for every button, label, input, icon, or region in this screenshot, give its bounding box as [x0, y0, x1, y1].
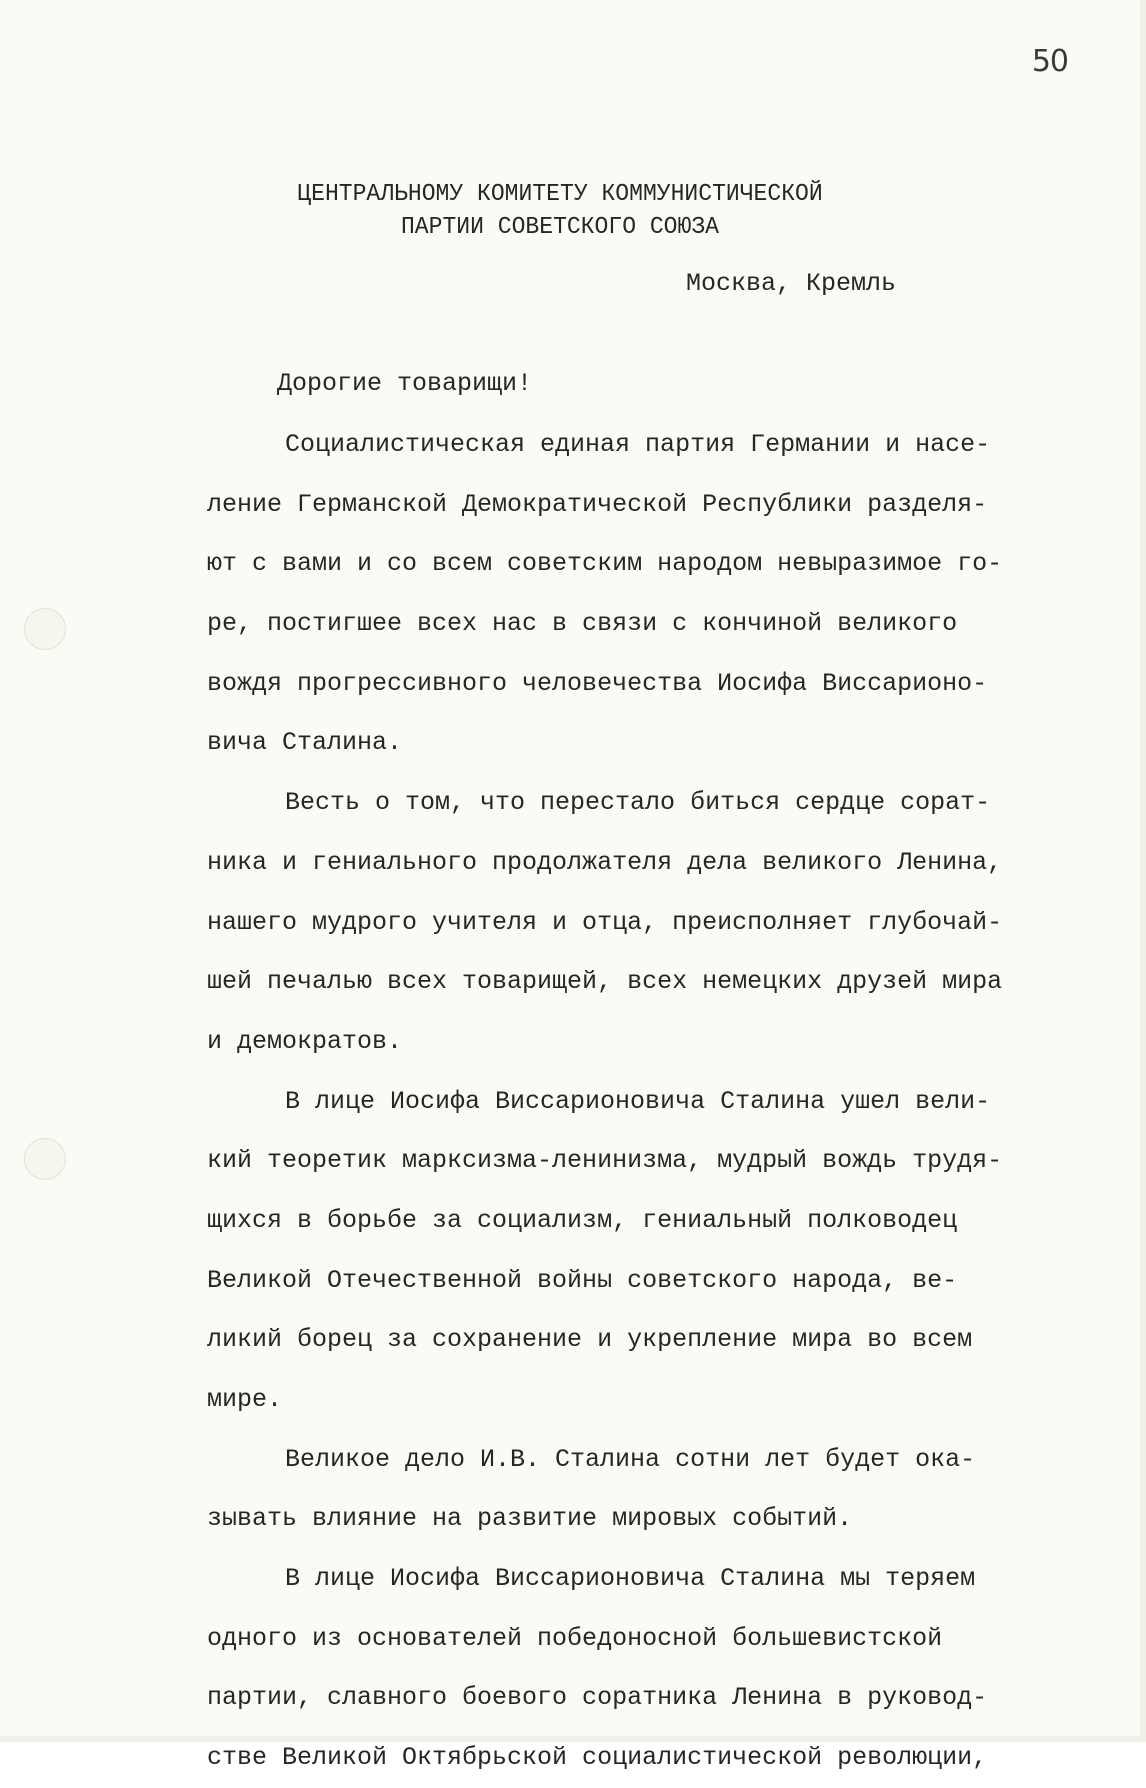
punch-hole-mark [24, 608, 66, 650]
text-line: зывать влияние на развитие мировых событий. [207, 1504, 853, 1534]
text-line: Великой Отечественной войны советского народа, ве- [207, 1265, 958, 1295]
punch-hole-mark [24, 1138, 66, 1180]
folio-number: 50 [1031, 44, 1068, 79]
text-line: нашего мудрого учителя и отца, преисполняет глубочай- [207, 907, 1003, 937]
text-line: вича Сталина. [207, 728, 403, 758]
text-line: Весть о том, что перестало биться сердце сорат- [285, 788, 991, 818]
heading-line: ПАРТИИ СОВЕТСКОГО СОЮЗА [400, 214, 719, 241]
letter-address: Москва, Кремль [686, 269, 897, 298]
text-line: В лице Иосифа Виссарионовича Сталина мы теряем [285, 1564, 976, 1594]
text-line: кий теоретик марксизма-ленинизма, мудрый вождь трудя- [207, 1146, 1003, 1176]
text-line: щихся в борьбе за социализм, гениальный полководец [207, 1205, 958, 1235]
text-line: ют с вами и со всем советским народом невыразимое го- [207, 549, 1003, 579]
text-line: Великое дело И.В. Сталина сотни лет будет ока- [285, 1444, 976, 1474]
text-line: В лице Иосифа Виссарионовича Сталина ушел вели- [285, 1086, 991, 1116]
heading-line: ЦЕНТРАЛЬНОМУ КОМИТЕТУ КОММУНИСТИЧЕСКОЙ [297, 181, 823, 208]
text-line: шей печалью всех товарищей, всех немецких друзей мира [207, 967, 1003, 997]
text-line: партии, славного боевого соратника Ленина в руковод- [207, 1683, 988, 1713]
text-line: одного из основателей победоносной большевистской [207, 1623, 943, 1653]
letter-body [207, 415, 1007, 1788]
text-line: мире. [207, 1385, 283, 1414]
letter-heading [157, 178, 963, 244]
text-line: ре, постигшее всех нас в связи с кончиной великого [207, 609, 958, 639]
letter-salutation: Дорогие товарищи! [277, 369, 533, 398]
text-line: ника и гениального продолжателя дела великого Ленина, [207, 847, 1003, 877]
text-line: Социалистическая единая партия Германии и насе- [285, 430, 991, 459]
text-line: ликий борец за сохранение и укрепление мира во всем [207, 1325, 973, 1355]
text-line: вождя прогрессивного человечества Иосифа Виссарионо- [207, 668, 988, 698]
text-line: ление Германской Демократической Республики разделя- [207, 489, 988, 519]
text-line: стве Великой Октябрьской социалистической революции, [207, 1743, 988, 1773]
text-line: и демократов. [207, 1026, 403, 1056]
